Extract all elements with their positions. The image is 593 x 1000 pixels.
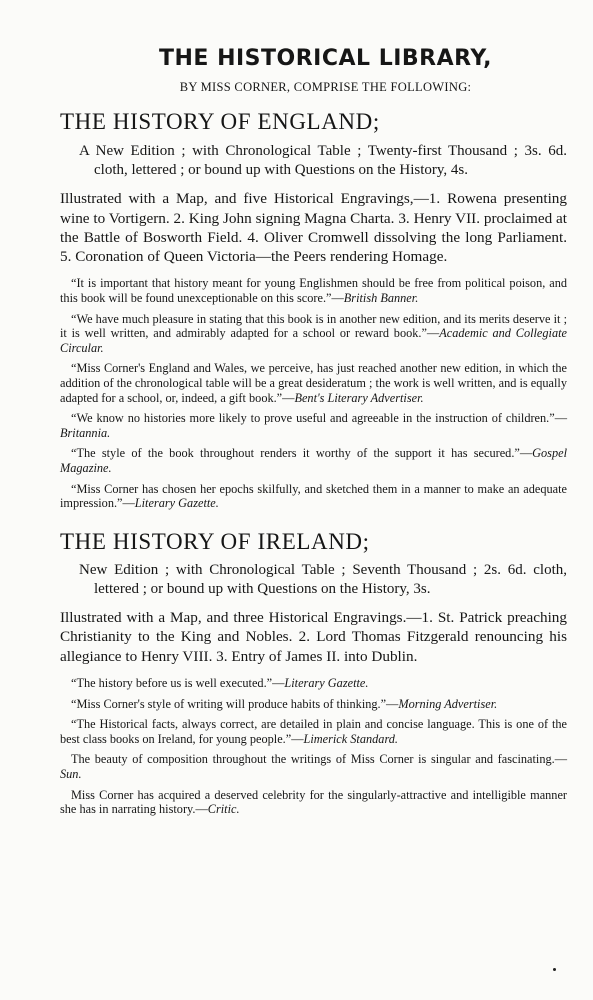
review-source: Britannia. (60, 425, 111, 440)
review-source: Academic and Collegiate Circular. (60, 326, 567, 355)
section-history-of-england (60, 109, 567, 511)
review-text: “We have much pleasure in stating that this book is in another new edition, and its merits deserve it ; it is well written, and admirably adapted for a school or reward book.”— (60, 311, 567, 341)
section-title-ireland: THE HISTORY OF IRELAND; (60, 528, 370, 554)
review-quote (60, 697, 567, 712)
review-text: “We know no histories more likely to prove useful and agreeable in the instruction of children.”— (71, 411, 567, 426)
section-history-of-ireland (60, 529, 567, 817)
review-text: “Miss Corner's England and Wales, we perceive, has just reached another new edition, in which the addition of the chronological table will be a great desideratum ; the work is well written, and is equally adapted for a school, or, indeed, a gift book.”— (60, 361, 567, 405)
page-subtitle: BY MISS CORNER, COMPRISE THE FOLLOWING: (179, 80, 472, 94)
review-text: The beauty of composition throughout the writings of Miss Corner is singular and fascinating.— (71, 752, 567, 767)
review-quote (60, 446, 567, 475)
review-source: Morning Advertiser. (398, 696, 498, 711)
review-source: British Banner. (343, 291, 419, 306)
review-quote (60, 788, 567, 817)
review-source: Limerick Standard. (303, 731, 398, 746)
review-quote (60, 676, 567, 691)
review-source: Sun. (60, 766, 82, 781)
review-text: “The history before us is well executed.”— (71, 675, 285, 690)
edition-details-england: A New Edition ; with Chronological Table ; Twenty-first Thousand ; 3s. 6d. cloth, lettered ; or bound up with Questions on the History, 4s. (79, 143, 567, 179)
review-quote (60, 411, 567, 440)
review-source: Gospel Magazine. (60, 446, 567, 476)
review-text: “The style of the book throughout renders it worthy of the support it has secured.”— (71, 446, 533, 461)
review-source: Bent's Literary Advertiser. (294, 390, 424, 405)
section-title-england: THE HISTORY OF ENGLAND; (60, 109, 380, 134)
review-source: Critic. (207, 802, 240, 817)
review-source: Literary Gazette. (284, 675, 369, 690)
review-quote (60, 276, 567, 305)
edition-details-ireland: New Edition ; with Chronological Table ; Seventh Thousand ; 2s. 6d. cloth, lettered ; or bound up with Questions on the History, 3s. (79, 562, 567, 598)
review-quote (60, 717, 567, 746)
page-title: THE HISTORICAL LIBRARY, (158, 46, 493, 71)
review-text: “Miss Corner's style of writing will produce habits of thinking.”— (71, 696, 399, 711)
illustrations-ireland: Illustrated with a Map, and three Historical Engravings.—1. St. Patrick preaching Christianity to the King and Nobles. 2. Lord Thomas Fitzgerald renouncing his allegiance to Henry VIII. 3. Entry of James II. into Dublin. (60, 609, 567, 665)
review-quote (60, 482, 567, 511)
review-quote (60, 361, 567, 405)
review-quote (60, 312, 567, 356)
review-source: Literary Gazette. (134, 496, 219, 511)
review-text: Miss Corner has acquired a deserved celebrity for the singularly-attractive and intelligible manner she has in narrating history.— (60, 787, 567, 817)
ink-speck (553, 968, 556, 971)
review-text: “The Historical facts, always correct, are detailed in plain and concise language. This is one of the best class books on Ireland, for young people.”— (60, 717, 567, 746)
review-text: “It is important that history meant for young Englishmen should be free from political poison, and this book will be found unexceptionable on this score.”— (60, 276, 567, 306)
illustrations-england: Illustrated with a Map, and five Historical Engravings,—1. Rowena presenting wine to Vortigern. 2. King John signing Magna Charta. 3. Henry VII. proclaimed at the Battle of Bosworth Field. 4. Oliver Cromwell dissolving the long Parliament. 5. Coronation of Queen Victoria—the Peers rendering Homage. (60, 190, 567, 266)
review-text: “Miss Corner has chosen her epochs skilfully, and sketched them in a manner to make an adequate impression.”— (60, 481, 567, 511)
review-quote (60, 752, 567, 781)
